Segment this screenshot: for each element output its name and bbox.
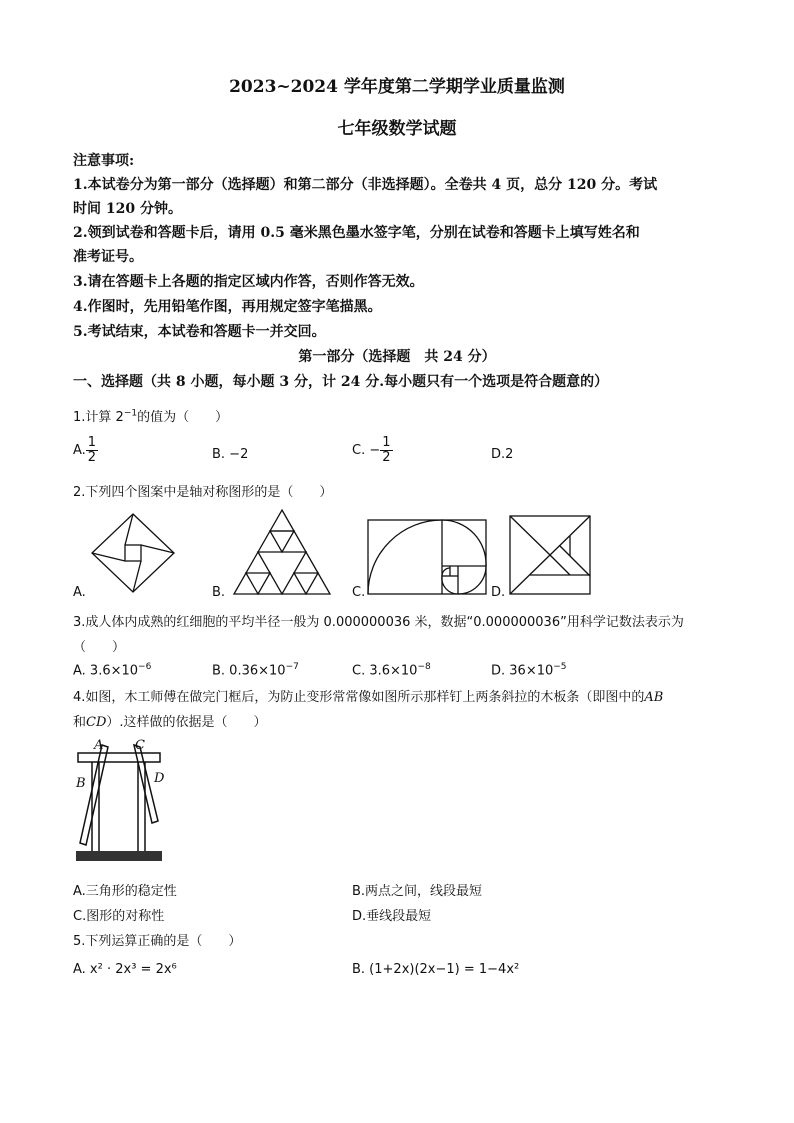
q1-option-a: A. $\frac{1}{2}$ bbox=[73, 435, 97, 465]
note-4: 4.作图时，先用铅笔作图，再用规定签字笔描黑。 bbox=[73, 299, 382, 315]
notes-heading: 注意事项: bbox=[73, 153, 135, 169]
q3-option-d: D. $36\times 10^{-5}$ bbox=[491, 662, 567, 679]
q3-option-a: A. $3.6\times 10^{-6}$ bbox=[73, 662, 152, 679]
q1-option-b: B. −2 bbox=[212, 447, 249, 462]
q4-stem-line2: 和CD）.这样做的依据是（ ） bbox=[73, 715, 267, 730]
q5-option-a: A. x² · 2x³ = 2x⁶ bbox=[73, 962, 177, 977]
q2-option-a: A. bbox=[73, 585, 86, 600]
q2-figure-c bbox=[366, 518, 488, 596]
part1-heading: 第一部分（选择题 共 24 分） bbox=[298, 349, 496, 365]
q1-stem: 1.计算 $2^{-1}$的值为（ ） bbox=[73, 408, 229, 425]
q5-stem: 5.下列运算正确的是（ ） bbox=[73, 934, 242, 949]
q4-option-c: C.图形的对称性 bbox=[73, 909, 165, 924]
section-heading: 一、选择题（共 8 小题，每小题 3 分，计 24 分.每小题只有一个选项是符合题意的） bbox=[73, 374, 609, 390]
q1-option-c: C. − $\frac{1}{2}$ bbox=[352, 435, 391, 465]
q4-option-d: D.垂线段最短 bbox=[352, 909, 432, 924]
exam-title: 2023~2024 学年度第二学期学业质量监测 bbox=[229, 77, 565, 97]
label-c: C bbox=[135, 738, 145, 753]
exam-subtitle: 七年级数学试题 bbox=[337, 119, 457, 139]
q3-option-b: B. $0.36\times 10^{-7}$ bbox=[212, 662, 299, 679]
q2-option-c: C. bbox=[352, 585, 366, 600]
q4-stem-line1: 4.如图，木工师傅在做完门框后，为防止变形常常像如图所示那样钉上两条斜拉的木板条（即图中的AB bbox=[73, 690, 664, 705]
q2-stem: 2.下列四个图案中是轴对称图形的是（ ） bbox=[73, 485, 333, 500]
q2-figure-d bbox=[508, 514, 592, 596]
q3-stem-line1: 3.成人体内成熟的红细胞的平均半径一般为 0.000000036 米，数据“0.000000036”用科学记数法表示为 bbox=[73, 615, 684, 630]
label-b: B bbox=[76, 776, 86, 791]
q4-option-a: A.三角形的稳定性 bbox=[73, 884, 177, 899]
label-d: D bbox=[154, 771, 165, 786]
door-frame-figure bbox=[72, 737, 172, 865]
note-2a: 2.领到试卷和答题卡后，请用 0.5 毫米黑色墨水签字笔，分别在试卷和答题卡上填写姓名和 bbox=[73, 225, 640, 241]
note-1a: 1.本试卷分为第一部分（选择题）和第二部分（非选择题）。全卷共 4 页，总分 120 分。考试 bbox=[73, 177, 658, 193]
q5-option-b: B. (1+2x)(2x−1) = 1−4x² bbox=[352, 962, 520, 977]
note-5: 5.考试结束，本试卷和答题卡一并交回。 bbox=[73, 324, 326, 340]
q1-option-d: D.2 bbox=[491, 447, 514, 462]
note-2b: 准考证号。 bbox=[73, 249, 143, 265]
label-a: A bbox=[94, 738, 104, 753]
q2-figure-a bbox=[88, 512, 178, 594]
q3-option-c: C. $3.6\times 10^{-8}$ bbox=[352, 662, 431, 679]
q2-option-d: D. bbox=[491, 585, 506, 600]
q3-stem-line2: （ ） bbox=[73, 640, 126, 655]
note-1b: 时间 120 分钟。 bbox=[73, 201, 182, 217]
q2-option-b: B. bbox=[212, 585, 226, 600]
q4-option-b: B.两点之间，线段最短 bbox=[352, 884, 483, 899]
note-3: 3.请在答题卡上各题的指定区域内作答，否则作答无效。 bbox=[73, 274, 424, 290]
q2-figure-b bbox=[232, 508, 332, 596]
